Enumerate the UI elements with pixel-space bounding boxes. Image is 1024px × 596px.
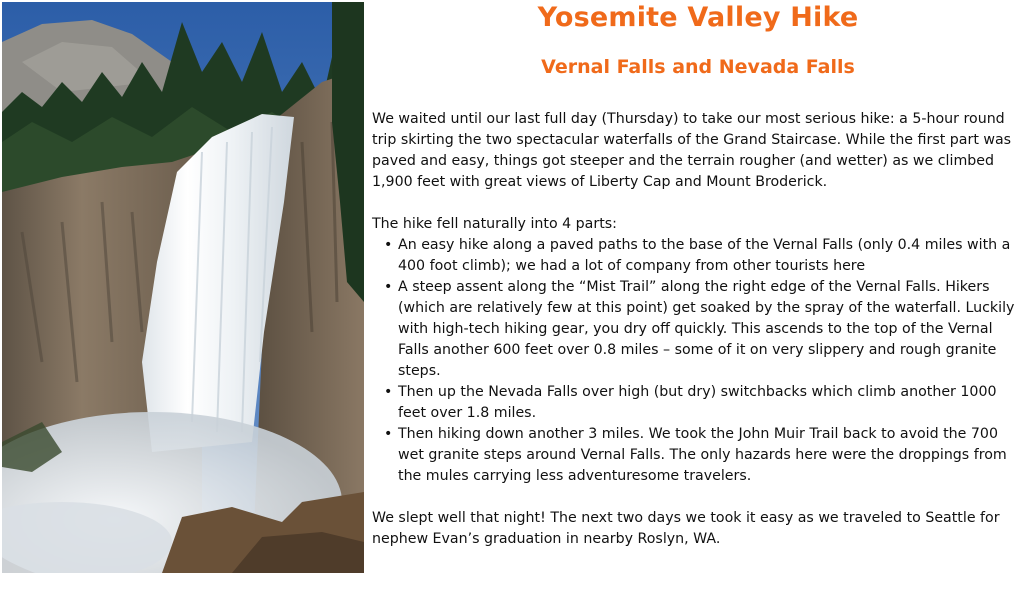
list-item-text: A steep assent along the “Mist Trail” along the right edge of the Vernal Falls. Hikers (which are relatively few at this point) get soaked by the spray of the waterfall. Luckily with high-tech hiking gear, you dry off quickly. This ascends to the top of the Vernal Falls another 600 feet over 0.8 miles – some of it on very slippery and rough granite steps. <box>398 279 1015 379</box>
list-item-text: An easy hike along a paved paths to the base of the Vernal Falls (only 0.4 miles with a 400 foot climb); we had a lot of company from other tourists here <box>398 237 1011 274</box>
article-body <box>372 109 1022 550</box>
hike-parts-list <box>372 235 1022 487</box>
bullet-icon: • <box>384 237 393 253</box>
bullet-icon: • <box>384 384 393 400</box>
intro-paragraph: We waited until our last full day (Thursday) to take our most serious hike: a 5-hour round trip skirting the two spectacular waterfalls of the Grand Staircase. While the first part was paved and easy, things got steeper and the terrain rougher (and wetter) as we climbed 1,900 feet with great views of Liberty Cap and Mount Broderick. <box>372 111 1012 190</box>
list-item <box>384 382 1022 424</box>
list-item <box>384 235 1022 277</box>
list-item-text: Then hiking down another 3 miles. We took the John Muir Trail back to avoid the 700 wet granite steps around Vernal Falls. The only hazards here were the droppings from the mules carrying less adventuresome travelers. <box>398 426 1007 484</box>
list-lead: The hike fell naturally into 4 parts: <box>372 216 617 232</box>
waterfall-photo <box>2 2 364 573</box>
closing-paragraph: We slept well that night! The next two days we took it easy as we traveled to Seattle for nephew Evan’s graduation in nearby Roslyn, WA. <box>372 510 1000 547</box>
list-item-text: Then up the Nevada Falls over high (but dry) switchbacks which climb another 1000 feet over 1.8 miles. <box>398 384 997 421</box>
bullet-icon: • <box>384 426 393 442</box>
page-subtitle: Vernal Falls and Nevada Falls <box>541 56 855 78</box>
page-title: Yosemite Valley Hike <box>537 2 859 33</box>
bullet-icon: • <box>384 279 393 295</box>
list-item <box>384 277 1022 382</box>
list-item <box>384 424 1022 487</box>
